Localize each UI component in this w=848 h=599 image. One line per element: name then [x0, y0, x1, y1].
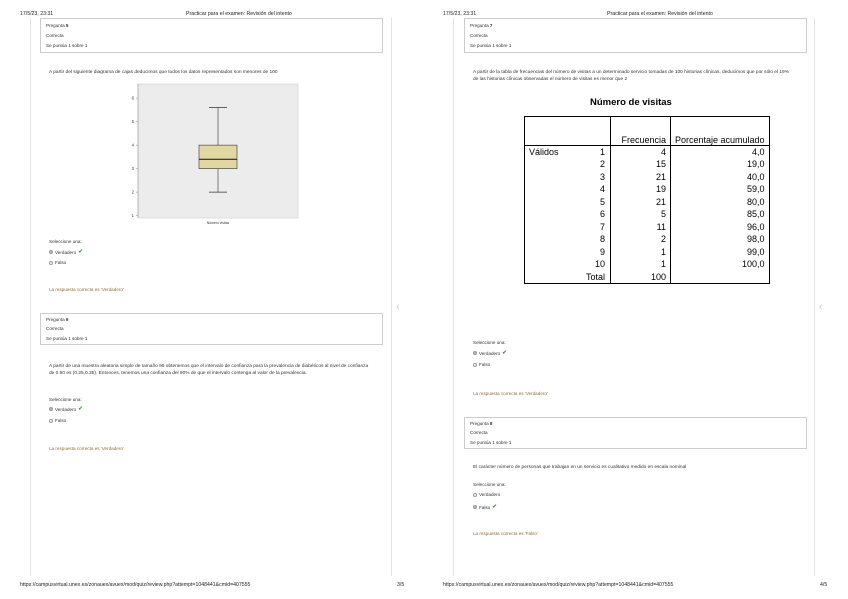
frequency-cell: 15	[611, 158, 671, 171]
cumulative-percent-cell: 80,0	[671, 196, 770, 209]
frequency-cell: 100	[611, 271, 671, 284]
cumulative-percent-cell: 100,0	[671, 258, 770, 271]
row-label: 4	[599, 184, 605, 195]
row-label: 1	[599, 147, 605, 157]
question-number: Pregunta 6	[46, 317, 69, 322]
chevron-left-icon[interactable]: ‹	[819, 301, 823, 313]
select-label: Seleccione una:	[473, 482, 506, 487]
question-status: Correcta	[46, 33, 64, 38]
option-label: Falso	[55, 418, 67, 423]
frequency-cell: 1	[611, 258, 671, 271]
table-row	[525, 146, 770, 159]
option-label: Falso	[479, 362, 491, 367]
row-label-cell	[525, 271, 611, 284]
header-title: Practicar para el examen: Revisión del intento	[607, 11, 713, 17]
option-true[interactable]	[473, 492, 500, 497]
option-label: Verdadero	[479, 492, 501, 497]
header-datetime: 17/5/23, 23:31	[20, 11, 54, 17]
question-score: Se puntúa 1 sobre 1	[46, 336, 88, 341]
radio-button[interactable]	[49, 261, 53, 265]
question-info-box	[464, 417, 807, 449]
option-label: Falso	[55, 260, 67, 265]
table-row	[525, 271, 770, 284]
option-false[interactable]	[49, 260, 66, 265]
option-label: Verdadero	[55, 406, 77, 412]
question-text: A partir de una muestra aleatoria simple de tamaño 95 obtenemos que el intervalo de confianza para la prevalencia de diabéticos al nivel de confianza de 0.90 es (0.25,0.35). Entonces, tenemos una confianza del 90% de que el intervalo contenga al valor de la prevalencia.	[49, 364, 369, 376]
row-label: 5	[599, 196, 605, 207]
row-label: 7	[599, 221, 605, 232]
row-label: 2	[599, 159, 605, 170]
footer-page-number: 3/5	[397, 582, 405, 588]
row-label: 9	[599, 246, 605, 257]
radio-button[interactable]	[49, 419, 53, 423]
question-score: Se puntúa 1 sobre 1	[470, 43, 512, 48]
question-number: Pregunta 5	[46, 23, 69, 28]
content-border-left	[30, 18, 31, 576]
row-group-label: Válidos	[529, 147, 559, 157]
check-icon: ✔	[502, 350, 507, 356]
table-row	[525, 171, 770, 184]
row-label: Total	[585, 271, 605, 282]
row-label-cell	[525, 146, 611, 159]
chevron-left-icon[interactable]: ‹	[396, 301, 400, 313]
radio-button[interactable]	[473, 351, 477, 355]
table-row	[525, 233, 770, 246]
table-row	[525, 183, 770, 196]
table-row	[525, 158, 770, 171]
frequency-cell: 21	[611, 196, 671, 209]
question-number: Pregunta 7	[470, 23, 493, 28]
question-score: Se puntúa 1 sobre 1	[46, 43, 88, 48]
table-header-cell: Frecuencia	[611, 117, 671, 146]
question-status: Correcta	[470, 33, 488, 38]
cumulative-percent-cell: 96,0	[671, 221, 770, 234]
option-label: Falso	[479, 504, 491, 510]
correct-answer: La respuesta correcta es 'Falso'	[473, 531, 538, 536]
check-icon: ✔	[78, 406, 83, 412]
row-label: 3	[599, 171, 605, 182]
table-row	[525, 258, 770, 271]
question-info-box	[40, 18, 383, 53]
content-border-right	[814, 18, 815, 576]
correct-answer: La respuesta correcta es 'Verdadero'	[49, 287, 124, 292]
table-row	[525, 246, 770, 259]
footer-url: https://campusvirtual.unex.es/zonauex/avuex/mod/quiz/review.php?attempt=1048441&cmid=407555	[443, 582, 674, 588]
row-label-cell	[525, 208, 611, 221]
frequency-cell: 11	[611, 221, 671, 234]
row-label-cell	[525, 158, 611, 171]
y-tick-label: 3	[131, 166, 134, 172]
option-true[interactable]	[473, 350, 507, 356]
y-tick-label: 2	[131, 189, 134, 195]
option-true[interactable]	[49, 406, 83, 412]
cumulative-percent-cell: 99,0	[671, 246, 770, 259]
option-false[interactable]	[473, 504, 497, 510]
table-row	[525, 196, 770, 209]
row-label-cell	[525, 258, 611, 271]
option-label: Verdadero	[55, 249, 77, 255]
question-score: Se puntúa 1 sobre 1	[470, 440, 512, 445]
question-info-box	[464, 18, 807, 53]
radio-button[interactable]	[473, 493, 477, 497]
question-text: A partir de la tabla de frecuencias del número de visitas a un determinado servicio tomadas de 100 historias clínicas, deducimos que por sólo el 19% de las historias clínicas observadas el número de visitas es menor que 2	[473, 70, 789, 82]
y-tick-label: 5	[131, 119, 134, 125]
question-status: Correcta	[46, 326, 64, 331]
content-border-right	[391, 18, 392, 576]
row-label-cell	[525, 246, 611, 259]
question-status: Correcta	[470, 430, 488, 435]
table-header-cell: Porcentaje acumulado	[671, 117, 770, 146]
frequency-cell: 5	[611, 208, 671, 221]
question-number: Pregunta 8	[470, 421, 493, 426]
cumulative-percent-cell: 40,0	[671, 171, 770, 184]
cumulative-percent-cell: 4,0	[671, 146, 770, 159]
table-row	[525, 221, 770, 234]
content-border-left	[453, 18, 454, 576]
check-icon: ✔	[78, 249, 83, 255]
frequency-cell: 1	[611, 246, 671, 259]
y-tick-label: 4	[131, 142, 134, 148]
cumulative-percent-cell: 85,0	[671, 208, 770, 221]
table-title: Número de visitas	[590, 97, 672, 108]
y-tick-label: 6	[131, 95, 134, 101]
question-info-box	[40, 313, 383, 345]
y-tick-label: 1	[131, 213, 134, 219]
row-label: 6	[599, 209, 605, 220]
header-datetime: 17/5/23, 23:31	[443, 11, 477, 17]
frequency-table	[524, 116, 770, 284]
frequency-cell: 2	[611, 233, 671, 246]
cumulative-percent-cell	[671, 271, 770, 284]
check-icon: ✔	[492, 504, 497, 510]
select-label: Seleccione una:	[49, 239, 82, 244]
x-axis-label: Número visitas	[206, 221, 230, 225]
row-label-cell	[525, 233, 611, 246]
frequency-cell: 19	[611, 183, 671, 196]
cumulative-percent-cell: 98,0	[671, 233, 770, 246]
select-label: Seleccione una:	[473, 340, 506, 345]
correct-answer: La respuesta correcta es 'Verdadero'	[49, 446, 124, 451]
option-label: Verdadero	[479, 350, 501, 356]
radio-button[interactable]	[49, 407, 53, 411]
option-false[interactable]	[473, 362, 490, 367]
cumulative-percent-cell: 59,0	[671, 183, 770, 196]
row-label-cell	[525, 221, 611, 234]
radio-button[interactable]	[49, 250, 53, 254]
frequency-cell: 4	[611, 146, 671, 159]
table-row	[525, 208, 770, 221]
frequency-cell: 21	[611, 171, 671, 184]
table-header-cell	[525, 117, 611, 146]
question-text: El carácter número de personas que trabajan en un servicio es cualitativo medido en escala nominal	[473, 465, 687, 470]
row-label-cell	[525, 196, 611, 209]
correct-answer: La respuesta correcta es 'Verdadero'	[473, 391, 548, 396]
option-false[interactable]	[49, 418, 66, 423]
header-title: Practicar para el examen: Revisión del intento	[186, 11, 292, 17]
boxplot-chart	[120, 80, 305, 230]
radio-button[interactable]	[473, 363, 477, 367]
table-header-row	[525, 117, 770, 146]
question-text: A partir del siguiente diagrama de cajas deducimos que todos los datos representados son menores de 100	[49, 70, 278, 75]
row-label-cell	[525, 171, 611, 184]
radio-button[interactable]	[473, 505, 477, 509]
footer-url: https://campusvirtual.unex.es/zonauex/avuex/mod/quiz/review.php?attempt=1048441&cmid=407555	[20, 582, 251, 588]
select-label: Seleccione una:	[49, 397, 82, 402]
row-label: 10	[594, 259, 605, 270]
cumulative-percent-cell: 19,0	[671, 158, 770, 171]
footer-page-number: 4/5	[820, 582, 828, 588]
row-label: 8	[599, 234, 605, 245]
box-iqr	[199, 145, 237, 169]
page-4	[424, 0, 848, 599]
row-label-cell	[525, 183, 611, 196]
option-true[interactable]	[49, 249, 83, 255]
